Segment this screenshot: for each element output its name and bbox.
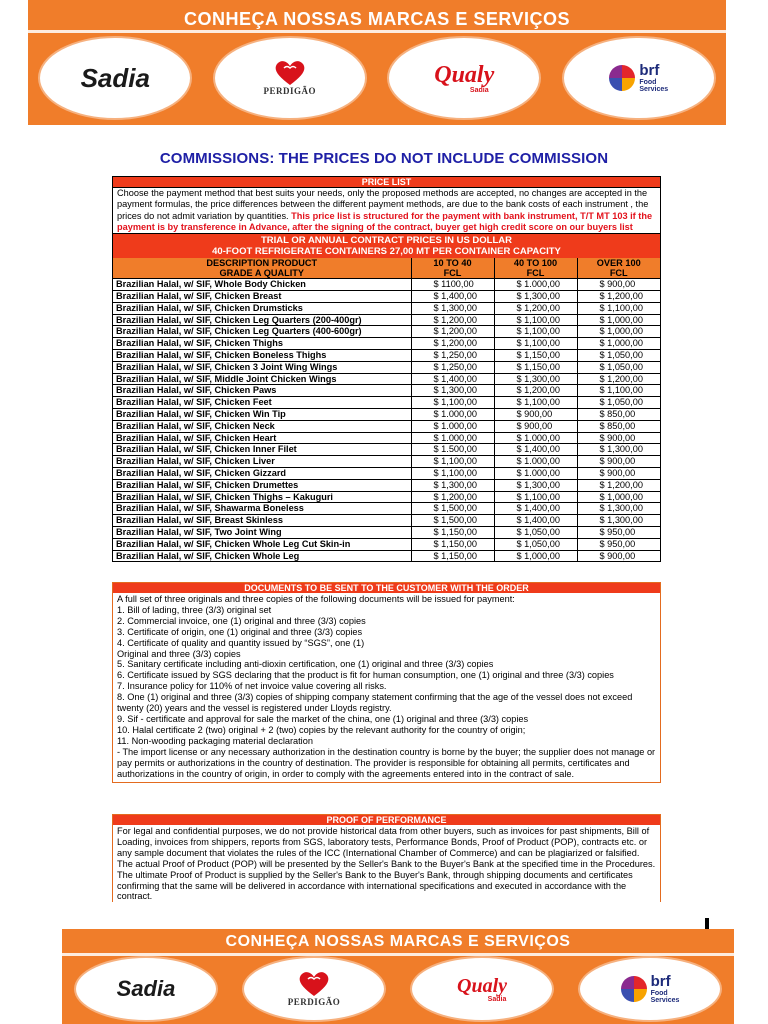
price-cell: $ 1,400,00 [411, 373, 494, 385]
brf-circle-icon-bottom [621, 976, 647, 1002]
table-row [113, 456, 660, 468]
price-cell: $ 1,100,00 [494, 326, 577, 338]
price-cell: $ 1,200,00 [494, 302, 577, 314]
price-cell: $ 900,00 [494, 408, 577, 420]
product-description-cell: Brazilian Halal, w/ SIF, Chicken Inner Filet [113, 444, 411, 456]
proof-paragraph: For legal and confidential purposes, we do not provide historical data from other buyers, such as invoices for past shipments, Bill of Loading, invoices from shippers, reports from SGS, laboratory tests, Performance Bonds, Proof of Product (POP), contracts etc. or any sample document that violates the rules of the ICC (International Chamber of Commerce) and can be plagiarized or falsified. [117, 826, 650, 858]
product-description-cell: Brazilian Halal, w/ SIF, Chicken Paws [113, 385, 411, 397]
price-cell: $ 1.000,00 [411, 408, 494, 420]
price-cell: $ 1,150,00 [411, 538, 494, 550]
table-row [113, 503, 660, 515]
price-cell: $ 1,300,00 [577, 444, 660, 456]
price-cell: $ 1,000,00 [494, 550, 577, 561]
brf-circle-icon [609, 65, 635, 91]
table-row [113, 326, 660, 338]
contract-line-2: 40-FOOT REFRIGERATE CONTAINERS 27,00 MT PER CONTAINER CAPACITY [212, 246, 561, 258]
table-row [113, 302, 660, 314]
brf-logo [564, 38, 714, 118]
price-cell: $ 900,00 [577, 550, 660, 561]
column-header-40-100: 40 TO 100 FCL [494, 258, 577, 279]
product-description-cell: Brazilian Halal, w/ SIF, Chicken Boneless Thighs [113, 349, 411, 361]
table-row [113, 361, 660, 373]
price-cell: $ 1,300,00 [494, 479, 577, 491]
document-line: 1. Bill of lading, three (3/3) original set [117, 604, 272, 615]
table-row [113, 279, 660, 291]
qualy-logo-bottom [412, 958, 552, 1020]
table-row [113, 420, 660, 432]
table-row [113, 408, 660, 420]
price-cell: $ 1.000,00 [411, 432, 494, 444]
price-cell: $ 1,150,00 [411, 526, 494, 538]
document-line: 8. One (1) original and three (3/3) copies of shipping company statement confirming that the age of the vessel does not exceed twenty (20) years and the vessel is registered under Lloyds registry. [117, 692, 633, 714]
perdigao-logo [215, 38, 365, 118]
product-description-cell: Brazilian Halal, w/ SIF, Chicken Whole Leg [113, 550, 411, 561]
price-cell: $ 950,00 [577, 538, 660, 550]
price-cell: $ 1,100,00 [411, 456, 494, 468]
price-cell: $ 900,00 [494, 420, 577, 432]
table-row [113, 290, 660, 302]
sadia-logo-text: Sadia [80, 62, 150, 93]
document-line: 7. Insurance policy for 110% of net invoice value covering all risks. [117, 681, 387, 692]
price-cell: $ 1,400,00 [411, 290, 494, 302]
price-cell: $ 1,200,00 [577, 373, 660, 385]
product-description-cell: Brazilian Halal, w/ SIF, Two Joint Wing [113, 526, 411, 538]
price-cell: $ 1,300,00 [411, 385, 494, 397]
price-cell: $ 1,150,00 [411, 550, 494, 561]
product-description-cell: Brazilian Halal, w/ SIF, Chicken Whole Leg Cut Skin-in [113, 538, 411, 550]
price-cell: $ 900,00 [577, 279, 660, 291]
documents-header: DOCUMENTS TO BE SENT TO THE CUSTOMER WITH THE ORDER [113, 583, 660, 593]
table-row [113, 515, 660, 527]
brand-logos-bottom [62, 957, 734, 1021]
brf-logo-text: brf [639, 62, 660, 79]
price-cell: $ 1,200,00 [411, 326, 494, 338]
price-cell: $ 1,250,00 [411, 349, 494, 361]
table-row [113, 467, 660, 479]
price-cell: $ 1.500,00 [411, 444, 494, 456]
table-row [113, 397, 660, 409]
column-header-description: DESCRIPTION PRODUCT GRADE A QUALITY [113, 258, 411, 279]
product-description-cell: Brazilian Halal, w/ SIF, Chicken Leg Quarters (200-400gr) [113, 314, 411, 326]
price-cell: $ 900,00 [577, 432, 660, 444]
brf-logo-sub2: Services [639, 86, 669, 93]
banner-title: CONHEÇA NOSSAS MARCAS E SERVIÇOS [183, 9, 571, 29]
product-description-cell: Brazilian Halal, w/ SIF, Chicken Drumsticks [113, 302, 411, 314]
bottom-brands-banner [62, 929, 734, 1024]
document-line: 3. Certificate of origin, one (1) original and three (3/3) copies [117, 626, 363, 637]
proof-header: PROOF OF PERFORMANCE [113, 815, 660, 825]
price-list-intro-text: Choose the payment method that best suits your needs, only the proposed methods are accepted, no changes are accepted in the payment formulas, the price differences between the different payment methods, are due to the bank costs of each instrument , the prices do not admit variation by quantities. [117, 188, 649, 221]
brf-logo-sub1: Food [639, 79, 657, 86]
document-line: 4. Certificate of quality and quantity issued by “SGS”, one (1) [117, 637, 365, 648]
proof-text [113, 825, 660, 902]
price-cell: $ 1,500,00 [411, 515, 494, 527]
banner-stripe-bottom [62, 953, 734, 956]
table-row [113, 314, 660, 326]
product-description-cell: Brazilian Halal, w/ SIF, Chicken Neck [113, 420, 411, 432]
product-description-cell: Brazilian Halal, w/ SIF, Shawarma Boneless [113, 503, 411, 515]
price-cell: $ 1,100,00 [494, 314, 577, 326]
price-cell: $ 1,400,00 [494, 503, 577, 515]
price-cell: $ 1,300,00 [494, 290, 577, 302]
price-cell: $ 850,00 [577, 408, 660, 420]
product-description-cell: Brazilian Halal, w/ SIF, Chicken 3 Joint Wing Wings [113, 361, 411, 373]
product-description-cell: Brazilian Halal, w/ SIF, Chicken Thighs – Kakuguri [113, 491, 411, 503]
brf-logo-bottom [580, 958, 720, 1020]
brf-logo-sub1-bottom: Food [650, 990, 668, 997]
price-cell: $ 1100,00 [411, 279, 494, 291]
table-row [113, 385, 660, 397]
proof-paragraph: The actual Proof of Product (POP) will be presented by the Seller's Bank to the Buyer's Bank at the specified time in the Procedures. [117, 858, 656, 869]
price-cell: $ 1.000,00 [494, 432, 577, 444]
sadia-logo-bottom [76, 958, 216, 1020]
price-cell: $ 1,500,00 [411, 503, 494, 515]
price-cell: $ 1,000,00 [577, 491, 660, 503]
column-header-10-40: 10 TO 40 FCL [411, 258, 494, 279]
document-line: 10. Halal certificate 2 (two) original + 2 (two) copies by the relevant authority for the country of origin; [117, 724, 526, 735]
price-cell: $ 1,100,00 [494, 491, 577, 503]
price-cell: $ 1,100,00 [411, 397, 494, 409]
top-brands-banner [28, 0, 726, 125]
documents-list [113, 593, 660, 782]
document-line: 5. Sanitary certificate including anti-dioxin certification, one (1) original and three (3/3) copies [117, 659, 494, 670]
product-description-cell: Brazilian Halal, w/ SIF, Chicken Leg Quarters (400-600gr) [113, 326, 411, 338]
brf-logo-sub2-bottom: Services [650, 997, 680, 1004]
sadia-logo [40, 38, 190, 118]
proof-paragraph: The ultimate Proof of Product is supplied by the Seller's Bank to the Buyer's Bank, through shipping documents and certificates confirming that the same will be delivered in accordance with international specifications and executed in accordance with the contract. [117, 869, 633, 902]
document-line: 11. Non-wooding packaging material declaration [117, 735, 313, 746]
product-description-cell: Brazilian Halal, w/ SIF, Whole Body Chicken [113, 279, 411, 291]
qualy-logo-subtext: Sadia [469, 86, 489, 94]
banner-title-bottom: CONHEÇA NOSSAS MARCAS E SERVIÇOS [225, 933, 571, 950]
price-table [113, 258, 660, 561]
perdigao-heart-icon [273, 60, 307, 86]
brf-logo-text-bottom: brf [650, 973, 671, 990]
product-description-cell: Brazilian Halal, w/ SIF, Chicken Drumettes [113, 479, 411, 491]
table-row [113, 550, 660, 561]
sadia-logo-text-bottom: Sadia [116, 976, 176, 1001]
price-cell: $ 1,050,00 [494, 538, 577, 550]
price-cell: $ 1,150,00 [494, 361, 577, 373]
price-cell: $ 1.000,00 [494, 456, 577, 468]
document-line: 2. Commercial invoice, one (1) original and three (3/3) copies [117, 615, 366, 626]
price-table-header-row [113, 258, 660, 279]
price-cell: $ 1,050,00 [577, 397, 660, 409]
document-line: A full set of three originals and three copies of the following documents will be issued for payment: [117, 594, 515, 604]
price-cell: $ 1,300,00 [411, 302, 494, 314]
price-cell: $ 1,200,00 [494, 385, 577, 397]
price-cell: $ 1,200,00 [411, 338, 494, 350]
price-cell: $ 1,200,00 [577, 479, 660, 491]
price-cell: $ 1,200,00 [411, 491, 494, 503]
perdigao-logo-bottom [244, 958, 384, 1020]
table-row [113, 349, 660, 361]
price-list-header: PRICE LIST [113, 177, 660, 187]
price-list-section [112, 176, 661, 562]
table-row [113, 479, 660, 491]
document-line: Original and three (3/3) copies [117, 648, 241, 659]
price-cell: $ 1,000,00 [577, 338, 660, 350]
product-description-cell: Brazilian Halal, w/ SIF, Chicken Breast [113, 290, 411, 302]
contract-banner [113, 233, 660, 258]
price-cell: $ 1.000,00 [411, 420, 494, 432]
price-cell: $ 1,100,00 [577, 385, 660, 397]
product-description-cell: Brazilian Halal, w/ SIF, Breast Skinless [113, 515, 411, 527]
price-cell: $ 1,050,00 [494, 526, 577, 538]
documents-section [112, 582, 661, 783]
price-cell: $ 1,000,00 [577, 326, 660, 338]
price-cell: $ 900,00 [577, 467, 660, 479]
perdigao-heart-icon-bottom [297, 971, 331, 997]
qualy-logo [389, 38, 539, 118]
price-cell: $ 1,100,00 [494, 397, 577, 409]
price-cell: $ 1,000,00 [577, 314, 660, 326]
table-row [113, 444, 660, 456]
price-cell: $ 1,150,00 [494, 349, 577, 361]
table-row [113, 526, 660, 538]
perdigao-logo-text-bottom: PERDIGÃO [287, 997, 341, 1007]
price-cell: $ 1,200,00 [411, 314, 494, 326]
table-row [113, 338, 660, 350]
product-description-cell: Brazilian Halal, w/ SIF, Chicken Heart [113, 432, 411, 444]
price-cell: $ 1,400,00 [494, 515, 577, 527]
product-description-cell: Brazilian Halal, w/ SIF, Chicken Thighs [113, 338, 411, 350]
price-cell: $ 1,050,00 [577, 361, 660, 373]
price-cell: $ 1.000,00 [494, 467, 577, 479]
price-cell: $ 1,100,00 [494, 338, 577, 350]
contract-line-1: TRIAL OR ANNUAL CONTRACT PRICES IN US DOLLAR [260, 235, 513, 247]
table-row [113, 491, 660, 503]
price-cell: $ 900,00 [577, 456, 660, 468]
price-cell: $ 1,300,00 [411, 479, 494, 491]
proof-section [112, 814, 661, 902]
page-title: COMMISSIONS: THE PRICES DO NOT INCLUDE COMMISSION [159, 150, 609, 167]
brand-logos [28, 36, 726, 120]
document-line: 9. Sif - certificate and approval for sale the market of the china, one (1) original and three (3/3) copies [117, 713, 529, 724]
qualy-logo-subtext-bottom: Sadia [487, 995, 507, 1003]
banner-stripe [28, 30, 726, 33]
price-cell: $ 1,300,00 [577, 503, 660, 515]
price-cell: $ 950,00 [577, 526, 660, 538]
price-cell: $ 1,050,00 [577, 349, 660, 361]
price-cell: $ 1,200,00 [577, 290, 660, 302]
price-cell: $ 1,300,00 [494, 373, 577, 385]
price-cell: $ 850,00 [577, 420, 660, 432]
product-description-cell: Brazilian Halal, w/ SIF, Middle Joint Chicken Wings [113, 373, 411, 385]
price-list-intro-warning: This price list is structured for the payment with bank instrument, T/T MT 103 if the payment is by transference in Advance, after the signing of the contract, buyer get high credit score on our buyers list [117, 210, 653, 232]
document-line: - The import license or any necessary authorization in the destination country is borne by the buyer; the supplier does not manage or pay permits or authorizations in the country of destination. The provider is responsible for obtaining all permits, certificates and authorizations in the country of origin, in order to comply with the agreements entered into in the contract of sale. [117, 746, 656, 779]
table-row [113, 373, 660, 385]
price-list-intro [113, 187, 660, 233]
price-cell: $ 1,250,00 [411, 361, 494, 373]
product-description-cell: Brazilian Halal, w/ SIF, Chicken Win Tip [113, 408, 411, 420]
product-description-cell: Brazilian Halal, w/ SIF, Chicken Gizzard [113, 467, 411, 479]
qualy-logo-text: Qualy [434, 61, 495, 88]
perdigao-logo-text: PERDIGÃO [263, 86, 316, 96]
price-cell: $ 1.000,00 [494, 279, 577, 291]
product-description-cell: Brazilian Halal, w/ SIF, Chicken Liver [113, 456, 411, 468]
price-cell: $ 1,400,00 [494, 444, 577, 456]
price-cell: $ 1,100,00 [577, 302, 660, 314]
table-row [113, 432, 660, 444]
qualy-logo-text-bottom: Qualy [457, 974, 507, 997]
column-header-over-100: OVER 100 FCL [577, 258, 660, 279]
table-row [113, 538, 660, 550]
price-cell: $ 1,300,00 [577, 515, 660, 527]
document-line: 6. Certificate issued by SGS declaring that the product is fit for human consumption, one (1) original and three (3/3) copies [117, 670, 614, 681]
price-cell: $ 1,100,00 [411, 467, 494, 479]
product-description-cell: Brazilian Halal, w/ SIF, Chicken Feet [113, 397, 411, 409]
